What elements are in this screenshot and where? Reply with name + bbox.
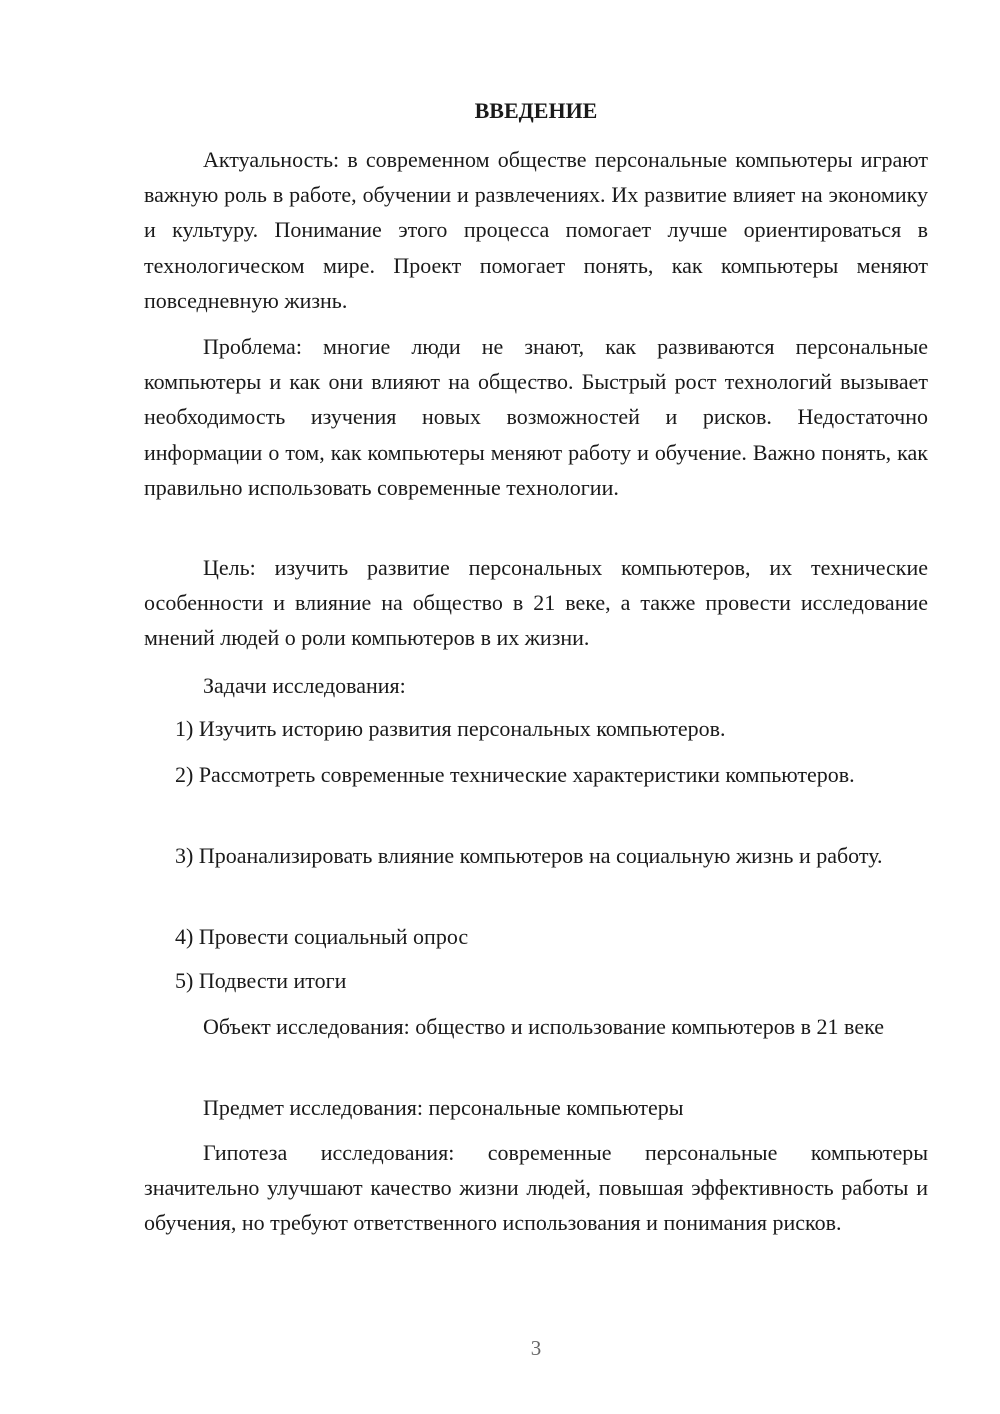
paragraph-hypothesis: Гипотеза исследования: современные персональные компьютеры значительно улучшают качество жизни людей, повышая эффективность работы и обучения, но требуют ответственного использования и понимания рисков. — [144, 1140, 928, 1236]
paragraph-goal: Цель: изучить развитие персональных компьютеров, их технические особенности и влияние на общество в 21 веке, а также провести исследование мнений людей о роли компьютеров в их жизни. — [144, 555, 928, 651]
list-item-task-1: 1) Изучить историю развития персональных компьютеров. — [175, 716, 726, 741]
list-item-task-2: 2) Рассмотреть современные технические характеристики компьютеров. — [175, 762, 855, 787]
paragraph-tasks-heading: Задачи исследования: — [203, 673, 406, 698]
list-item-task-5: 5) Подвести итоги — [175, 968, 347, 993]
page-number: 3 — [530, 1336, 542, 1360]
list-item-task-3: 3) Проанализировать влияние компьютеров на социальную жизнь и работу. — [175, 843, 883, 868]
paragraph-problem: Проблема: многие люди не знают, как развиваются персональные компьютеры и как они влияют на общество. Быстрый рост технологий вызывает необходимость изучения новых возможностей и рисков. Недостаточно информации о том, как компьютеры меняют работу и обучение. Важно понять, как правильно использовать современные технологии. — [144, 334, 928, 500]
paragraph-research-subject: Предмет исследования: персональные компьютеры — [203, 1095, 684, 1120]
list-item-task-4: 4) Провести социальный опрос — [175, 924, 469, 949]
page-title: ВВЕДЕНИЕ — [474, 98, 598, 123]
paragraph-research-object: Объект исследования: общество и использование компьютеров в 21 веке — [203, 1014, 884, 1039]
document-page — [144, 0, 928, 1414]
paragraph-relevance: Актуальность: в современном обществе персональные компьютеры играют важную роль в работе, обучении и развлечениях. Их развитие влияет на экономику и культуру. Понимание этого процесса помогает лучше ориентироваться в технологическом мире. Проект помогает понять, как компьютеры меняют повседневную жизнь. — [144, 147, 928, 313]
